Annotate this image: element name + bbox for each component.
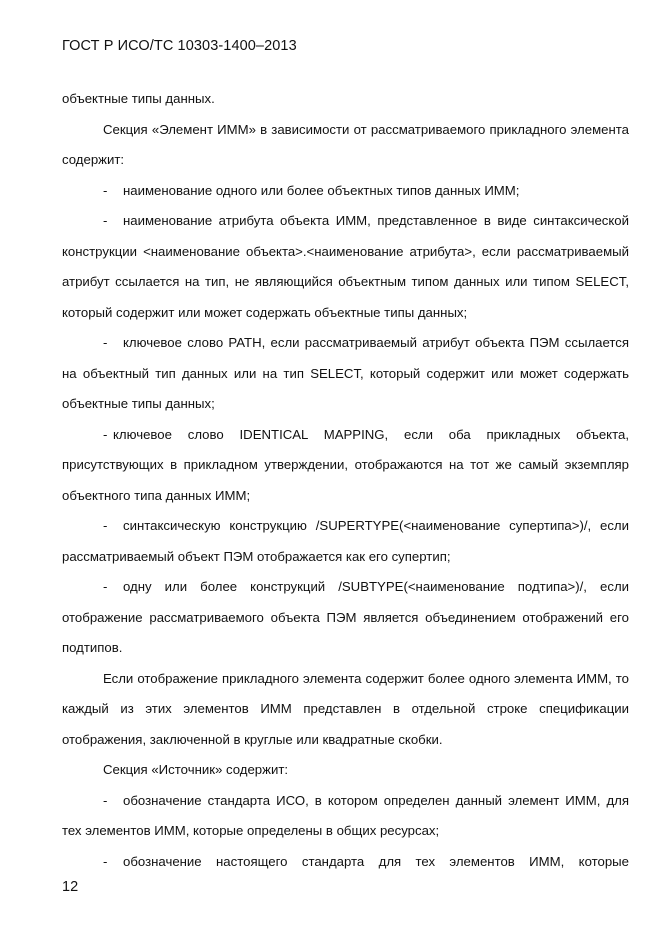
dash-marker: - [103,213,108,228]
list-item [62,176,629,207]
page-number: 12 [62,879,79,895]
list-item [62,786,629,847]
list-item-text: обозначение настоящего стандарта для тех элементов ИММ, которые [123,853,629,869]
list-item [62,206,629,328]
dash-marker: - [103,853,108,869]
paragraph: объектные типы данных. [62,91,215,106]
list-item-text: ключевое слово IDENTICAL MAPPING, если оба прикладных объекта, присутствующих в прикладном утверждении, отображаются на тот же самый экземпляр объектного типа данных ИММ; [62,426,629,503]
list-item [62,328,629,420]
list-item-text: синтаксическую конструкцию /SUPERTYPE(<наименование супертипа>)/, если рассматриваемый объект ПЭМ отображается как его супертип; [62,518,629,564]
document-body [62,84,629,877]
dash-marker: - [103,182,108,198]
list-item [62,572,629,664]
dash-marker: - [103,792,108,808]
paragraph: Секция «Элемент ИММ» в зависимости от рассматриваемого прикладного элемента содержит: [62,121,629,167]
dash-marker: - [103,426,108,442]
list-item [62,847,629,878]
dash-marker: - [103,518,108,533]
dash-marker: - [103,335,108,350]
list-item-text: обозначение стандарта ИСО, в котором определен данный элемент ИММ, для тех элементов ИММ, которые определены в общих ресурсах; [62,792,629,838]
dash-marker: - [103,579,108,594]
list-item-text: наименование одного или более объектных типов данных ИММ; [123,182,520,198]
list-item [62,511,629,572]
list-item [62,420,629,512]
paragraph: Если отображение прикладного элемента содержит более одного элемента ИММ, то каждый из этих элементов ИММ представлен в отдельной строке спецификации отображения, заключенной в круглые или квадратные скобки. [62,670,629,747]
list-item-text: одну или более конструкций /SUBTYPE(<наименование подтипа>)/, если отображение рассматриваемого объекта ПЭМ является объединением отображений его подтипов. [62,579,629,655]
list-item-text: ключевое слово PATH, если рассматриваемый атрибут объекта ПЭМ ссылается на объектный тип данных или на тип SELECT, который содержит или может содержать объектные типы данных; [62,335,629,411]
document-header: ГОСТ Р ИСО/ТС 10303-1400–2013 [62,38,297,54]
list-item-text: наименование атрибута объекта ИММ, представленное в виде синтаксической конструкции <наименование объекта>.<наименование атрибута>, если рассматриваемый атрибут ссылается на тип, не являющийся объектным типом данных или типом SELECT, который содержит или может содержать объектные типы данных; [62,213,629,320]
paragraph: Секция «Источник» содержит: [103,762,289,777]
